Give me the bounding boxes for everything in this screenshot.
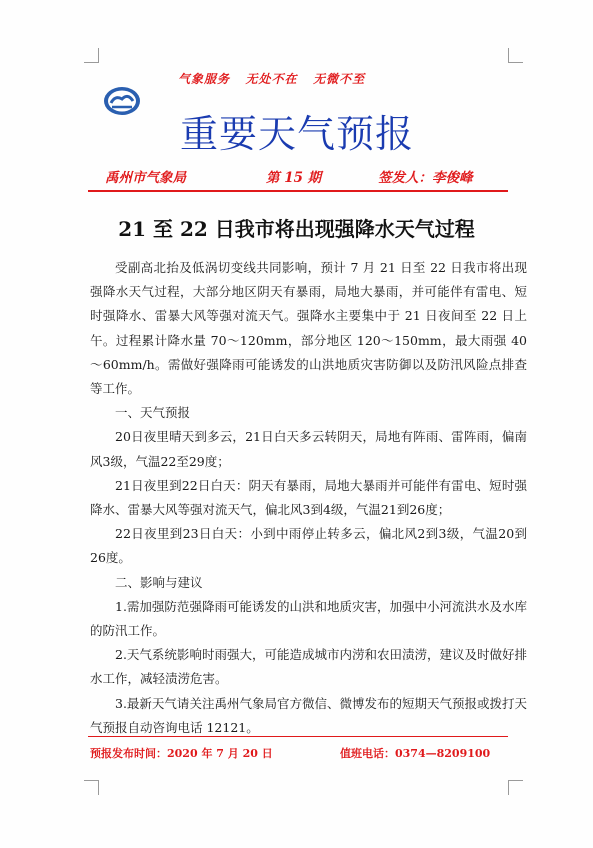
paragraph: 1.需加强防范强降雨可能诱发的山洪和地质灾害，加强中小河流洪水及水库的防汛工作。	[90, 598, 527, 639]
section-heading: 二、影响与建议	[115, 574, 203, 590]
page-corner-mark	[508, 48, 523, 63]
slogan: 气象服务 无处不在 无微不至	[178, 72, 366, 86]
section-heading: 一、天气预报	[115, 405, 191, 421]
header-divider	[88, 190, 508, 192]
duty-phone: 值班电话：0374—8209100	[340, 747, 491, 760]
page-corner-mark	[508, 780, 523, 795]
page-corner-mark	[84, 48, 99, 63]
document-title: 21 至 22 日我市将出现强降水天气过程	[118, 217, 475, 241]
issue-number: 第 15 期	[266, 170, 322, 186]
paragraph: 3.最新天气请关注禹州气象局官方微信、微博发布的短期天气预报或拨打天气预报自动咨询电话 12121。	[90, 695, 527, 735]
publish-time: 预报发布时间：2020 年 7 月 20 日	[90, 747, 273, 760]
paragraph: 受副高北抬及低涡切变线共同影响，预计 7 月 21 日至 22 日我市将出现强降水天气过程，大部分地区阴天有暴雨，局地大暴雨，并可能伴有雷电、短时强降水、雷暴大风等强对流天气。强降水主要集中于 21 日夜间至 22 日上午。过程累计降水量 70～120mm，部分地区 120～150mm，最大雨强 40～60mm/h。需做好强降雨可能诱发的山洪地质灾害防御以及防汛风险点排查等工作。	[90, 260, 527, 397]
paragraph: 2.天气系统影响时雨强大，可能造成城市内涝和农田渍涝，建议及时做好排水工作，减轻渍涝危害。	[90, 647, 527, 687]
issue-row	[0, 166, 593, 186]
paragraph: 20日夜里晴天到多云，21日白天多云转阴天，局地有阵雨、雷阵雨，偏南风3级，气温22至29度；	[90, 429, 527, 469]
meteorology-logo-icon	[103, 86, 141, 116]
page-corner-mark	[84, 780, 99, 795]
article-body	[90, 256, 527, 740]
masthead-title: 重要天气预报	[180, 112, 415, 156]
footer-divider	[88, 736, 508, 737]
paragraph: 21日夜里到22日白天：阴天有暴雨，局地大暴雨并可能伴有雷电、短时强降水、雷暴大风等强对流天气，偏北风3到4级，气温21到26度；	[90, 477, 527, 518]
issuer: 签发人：李俊峰	[378, 170, 473, 186]
agency-name: 禹州市气象局	[105, 170, 186, 186]
paragraph: 22日夜里到23日白天：小到中雨停止转多云，偏北风2到3级，气温20到26度。	[90, 526, 527, 566]
